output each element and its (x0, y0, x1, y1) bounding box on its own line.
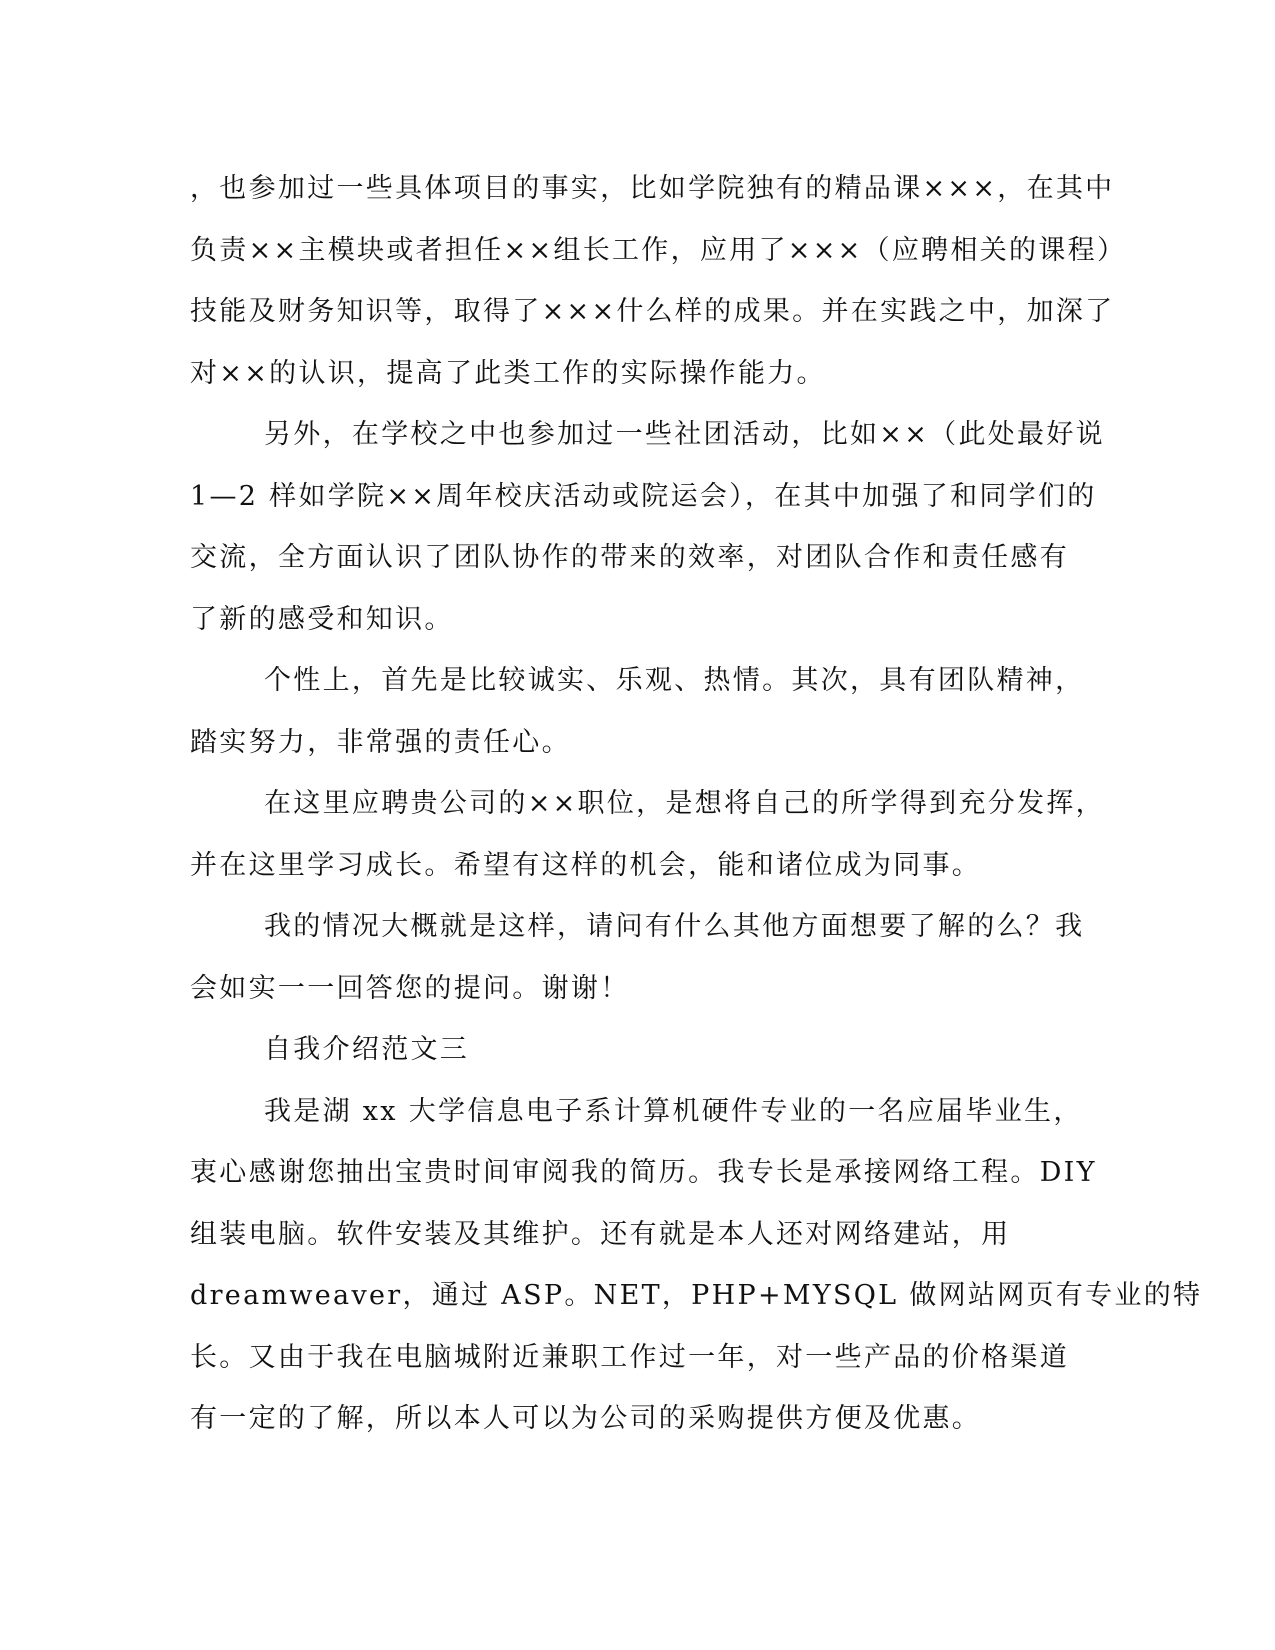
text-line: 负责××主模块或者担任××组长工作，应用了×××（应聘相关的课程） (190, 234, 1127, 266)
text-line: 在这里应聘贵公司的××职位，是想将自己的所学得到充分发挥， (264, 788, 1105, 819)
text-line: 交流，全方面认识了团队协作的带来的效率，对团队合作和责任感有 (190, 542, 1069, 573)
text-line: 个性上，首先是比较诚实、乐观、热情。其次，具有团队精神， (264, 665, 1085, 696)
text-line: 技能及财务知识等，取得了×××什么样的成果。并在实践之中，加深了 (190, 296, 1115, 327)
text-line: 我的情况大概就是这样，请问有什么其他方面想要了解的么？我 (264, 911, 1085, 942)
text-line: 会如实一一回答您的提问。谢谢！ (190, 972, 630, 1004)
paragraph-closing (190, 896, 1090, 1019)
heading-text: 自我介绍范文三 (264, 1034, 470, 1065)
text-line: 并在这里学习成长。希望有这样的机会，能和诸位成为同事。 (190, 849, 982, 881)
paragraph-position (190, 773, 1105, 896)
text-line: ，也参加过一些具体项目的事实，比如学院独有的精品课×××，在其中 (190, 173, 1115, 204)
text-line: 踏实努力，非常强的责任心。 (190, 726, 571, 758)
text-line: 另外，在学校之中也参加过一些社团活动，比如××（此处最好说 (264, 419, 1105, 450)
text-line: 有一定的了解，所以本人可以为公司的采购提供方便及优惠。 (190, 1403, 982, 1434)
text-line: 了新的感受和知识。 (190, 603, 454, 635)
paragraph-personality (190, 650, 1090, 773)
section-heading (190, 1019, 1090, 1081)
text-line: 我是湖 xx 大学信息电子系计算机硬件专业的一名应届毕业生， (264, 1095, 1083, 1127)
paragraph-sample-three (190, 1081, 1203, 1450)
text-line: 对××的认识，提高了此类工作的实际操作能力。 (190, 357, 826, 389)
text-line: 衷心感谢您抽出宝贵时间审阅我的简历。我专长是承接网络工程。DIY (190, 1157, 1097, 1188)
paragraph-projects (190, 158, 1127, 404)
text-line: dreamweaver，通过 ASP。NET，PHP+MYSQL 做网站网页有专业的特 (190, 1280, 1203, 1311)
text-line: 长。又由于我在电脑城附近兼职工作过一年，对一些产品的价格渠道 (190, 1341, 1069, 1373)
paragraph-activities (190, 404, 1105, 650)
text-line: 1—2 样如学院××周年校庆活动或院运会），在其中加强了和同学们的 (190, 480, 1097, 512)
document-body (190, 158, 1203, 1450)
text-line: 组装电脑。软件安装及其维护。还有就是本人还对网络建站，用 (190, 1218, 1011, 1250)
